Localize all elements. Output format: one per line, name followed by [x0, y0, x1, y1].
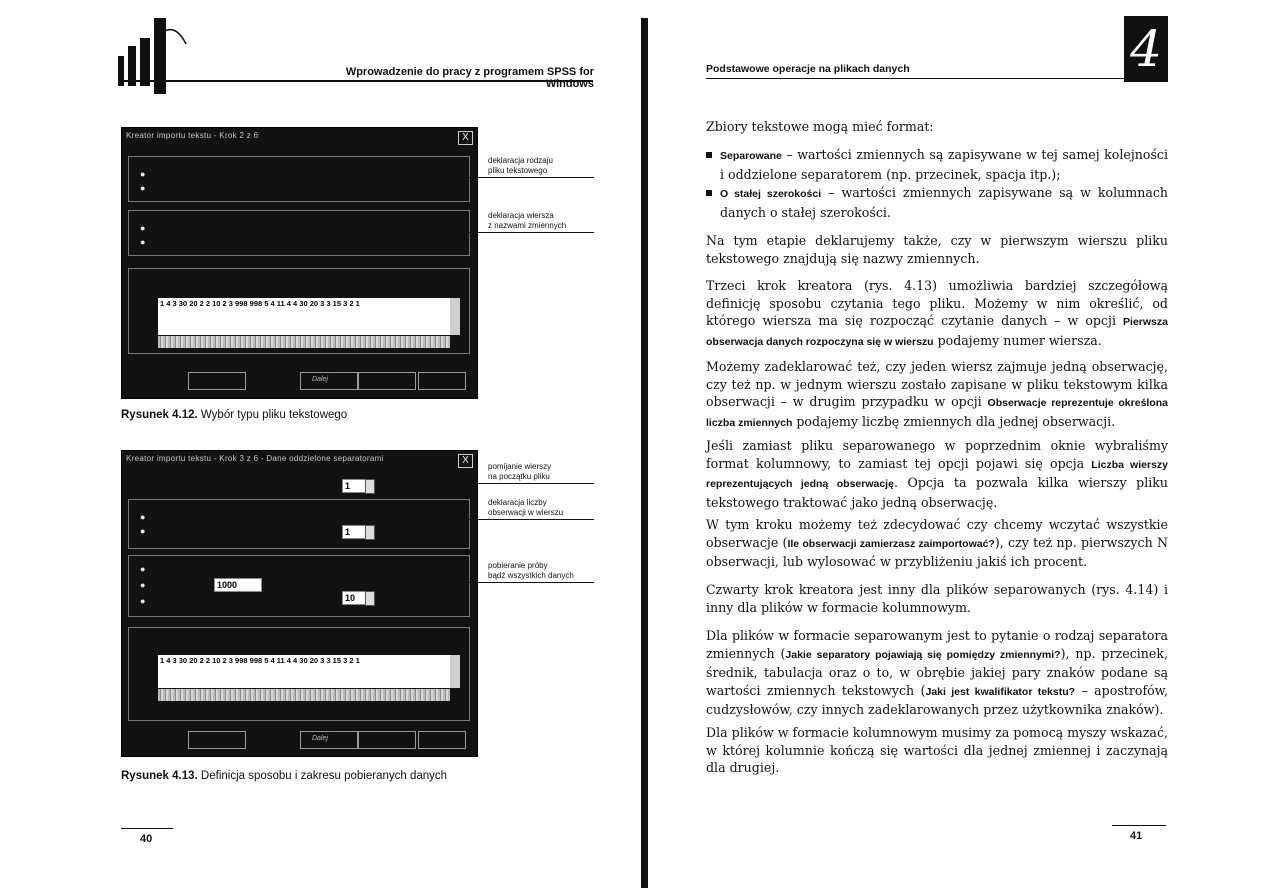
data-preview-area: [158, 309, 450, 335]
term: Liczba wierszy reprezentujących jedną obserwację: [706, 458, 1168, 490]
text: – apostrofów, cudzysłowów, czy innych zadeklarowanych przez użytkownika znaków).: [706, 682, 1168, 717]
import-amount-group: [128, 555, 470, 617]
figure-4-12-caption: [121, 409, 347, 421]
page-number-rule: [1112, 825, 1166, 826]
term: Jaki jest kwalifikator tekstu?: [925, 685, 1076, 698]
callout-line: [468, 177, 594, 178]
finish-button[interactable]: [358, 372, 416, 390]
caption-text: Wybór typu pliku tekstowego: [200, 409, 348, 421]
page-number-right: 41: [1130, 830, 1143, 842]
next-button[interactable]: [300, 372, 358, 390]
term: O stałej szerokości: [720, 188, 822, 200]
next-button-label: Dalej: [312, 735, 328, 742]
data-preview-row: 1 4 3 30 20 2 2 10 2 3 998 998 5 4 11 4 4 30 20 3 3 15 3 2 1: [158, 655, 452, 666]
figure-4-13-dialog: [121, 450, 478, 757]
paragraph-fixed-width: [706, 437, 1168, 511]
bullet-text: – wartości zmiennych są zapisywane w tej samej kolejności i oddzielone separatorem (np. przecinek, spacja itp.);: [720, 147, 1168, 182]
callout-line: [468, 232, 594, 233]
paragraph-separators: [706, 627, 1168, 719]
bullet-marker: [706, 190, 712, 196]
left-header-title: Wprowadzenie do pracy z programem SPSS for Windows: [345, 66, 594, 90]
bullet-fixed-width: [706, 184, 1168, 221]
bullet-marker: [706, 152, 712, 158]
paragraph-step4: Czwarty krok kreatora jest inny dla plików separowanych (rys. 4.14) i inny dla plików w formacie kolumnowym.: [706, 582, 1168, 615]
back-button[interactable]: [188, 372, 246, 390]
callout-obs-per-row-1: deklaracja liczby: [488, 498, 547, 507]
callout-skip-rows-2: na początku pliku: [488, 472, 550, 481]
spss-logo: [118, 16, 190, 94]
page-number-left: 40: [140, 833, 153, 845]
first-n-input[interactable]: 1000: [214, 578, 262, 592]
cancel-button[interactable]: [418, 731, 466, 749]
paragraph-header-row: Na tym etapie deklarujemy także, czy w pierwszym wierszu pliku tekstowego znajdują się nazwy zmiennych.: [706, 233, 1168, 266]
obs-per-row-group: [128, 499, 470, 549]
book-spine: [641, 18, 648, 888]
data-preview-area: [158, 666, 450, 688]
preview-scrollbar-v[interactable]: [450, 298, 460, 335]
file-type-group: [128, 156, 470, 202]
radio-all-cases[interactable]: ●: [140, 564, 146, 574]
caption-number: Rysunek 4.12.: [121, 409, 198, 421]
dialog-title: Kreator importu tekstu - Krok 3 z 6 - Dane oddzielone separatorami: [126, 454, 384, 463]
right-header-rule: [706, 78, 1166, 79]
callout-skip-rows-1: pomijanie wierszy: [488, 462, 552, 471]
term: Separowane: [720, 150, 782, 162]
term: Jakie separatory pojawiają się pomiędzy zmiennymi?: [785, 648, 1061, 661]
callout-sample-2: bądź wszystkich danych: [488, 571, 574, 580]
callout-header-row-2: z nazwami zmiennych: [488, 221, 567, 230]
caption-text: Definicja sposobu i zakresu pobieranych danych: [200, 770, 448, 782]
figure-4-13-caption: [121, 770, 447, 782]
text: Możemy zadeklarować też, czy jeden wiersz zajmuje jedną obserwację, czy też np. w jednym wierszu zostało zapisane w pliku tekstowym kilka obserwacji – w drugim przypadku w opcji: [706, 359, 1168, 409]
dialog-title: Kreator importu tekstu - Krok 2 z 6: [126, 131, 259, 140]
paragraph-obs-per-row: [706, 358, 1168, 432]
text: Dla plików w formacie separowanym jest to pytanie o rodzaj separatora zmiennych (: [706, 628, 1168, 661]
text: . Opcja ta pozwala kilka wierszy pliku tekstowego traktować jako jedną obserwację.: [706, 475, 1168, 510]
first-row-spinner[interactable]: 1: [342, 479, 366, 493]
preview-scrollbar-h[interactable]: [158, 336, 450, 348]
close-icon[interactable]: X: [458, 131, 473, 145]
header-row-group: [128, 210, 470, 256]
preview-scrollbar-h[interactable]: [158, 689, 450, 701]
callout-line: [468, 483, 594, 484]
figure-4-12-dialog: [121, 127, 478, 399]
spinner-arrows[interactable]: [365, 591, 375, 606]
percent-spinner[interactable]: 10: [342, 591, 366, 605]
paragraph-columns: Dla plików w formacie kolumnowym musimy za pomocą myszy wskazać, w której kolumnie kończą się wartości dla jednej zmiennej i zaczynają dla drugiej.: [706, 725, 1168, 775]
callout-header-row-1: deklaracja wiersza: [488, 211, 554, 220]
right-header-title: Podstawowe operacje na plikach danych: [706, 63, 910, 75]
term: Ile obserwacji zamierzasz zaimportować?: [787, 537, 995, 550]
caption-number: Rysunek 4.13.: [121, 770, 198, 782]
text: ), czy też np. pierwszych N obserwacji, lub wylosować w przybliżeniu jakiś ich procent.: [706, 534, 1168, 569]
radio-n-vars-per-obs[interactable]: ●: [140, 526, 146, 536]
radio-header-no[interactable]: ●: [140, 237, 146, 247]
radio-first-n-cases[interactable]: ●: [140, 580, 146, 590]
spinner-arrows[interactable]: [365, 479, 375, 494]
radio-separated[interactable]: ●: [140, 169, 146, 179]
radio-header-yes[interactable]: ●: [140, 223, 146, 233]
close-icon[interactable]: X: [458, 454, 473, 468]
next-button[interactable]: [300, 731, 358, 749]
back-button[interactable]: [188, 731, 246, 749]
spinner-arrows[interactable]: [365, 525, 375, 540]
text: Trzeci krok kreatora (rys. 4.13) umożliwia bardziej szczegółową definicję sposobu czytania tego pliku. Możemy w nim określić, od którego wiersza ma się rozpocząć czytanie danych – w opcji: [706, 278, 1168, 328]
paragraph-sampling: [706, 516, 1168, 571]
term: Obserwacje reprezentuje określona liczba zmiennych: [706, 397, 1168, 429]
paragraph-step3: [706, 277, 1168, 351]
callout-obs-per-row-2: obserwacji w wierszu: [488, 508, 564, 517]
vars-per-obs-spinner[interactable]: 1: [342, 525, 366, 539]
preview-scrollbar-v[interactable]: [450, 655, 460, 688]
term: Pierwsza obserwacja danych rozpoczyna się w wierszu: [706, 316, 1168, 348]
text: Jeśli zamiast pliku separowanego w poprzednim oknie wybraliśmy format kolumnowy, to zamiast tej opcji pojawi się opcja: [706, 438, 1168, 471]
bullet-separated: [706, 146, 1168, 183]
callout-file-type-1: deklaracja rodzaju: [488, 156, 553, 165]
page-number-rule: [121, 828, 173, 829]
radio-fixed-width[interactable]: ●: [140, 183, 146, 193]
chapter-number-box: 4: [1124, 16, 1168, 82]
data-preview-row: 1 4 3 30 20 2 2 10 2 3 998 998 5 4 11 4 4 30 20 3 3 15 3 2 1: [158, 298, 452, 309]
bullet-text: – wartości zmiennych zapisywane są w kolumnach danych o stałej szerokości.: [720, 185, 1168, 220]
cancel-button[interactable]: [418, 372, 466, 390]
paragraph-intro: Zbiory tekstowe mogą mieć format:: [706, 119, 934, 134]
text: ), np. przecinek, średnik, tabulacja oraz o to, w obrębie jakiej pary znaków podane są wartości zmiennych tekstowych (: [706, 645, 1168, 698]
next-button-label: Dalej: [312, 376, 328, 383]
callout-line: [468, 519, 594, 520]
radio-one-obs-per-row[interactable]: ●: [140, 512, 146, 522]
callout-file-type-2: pliku tekstowego: [488, 166, 548, 175]
finish-button[interactable]: [358, 731, 416, 749]
text: podajemy liczbę zmiennych dla jednej obserwacji.: [792, 413, 1116, 429]
text: W tym kroku możemy też zdecydować czy chcemy wczytać wszystkie obserwacje (: [706, 517, 1168, 550]
text: podajemy numer wiersza.: [933, 332, 1102, 348]
radio-percent-cases[interactable]: ●: [140, 596, 146, 606]
callout-line: [468, 582, 594, 583]
callout-sample-1: pobieranie próby: [488, 561, 548, 570]
